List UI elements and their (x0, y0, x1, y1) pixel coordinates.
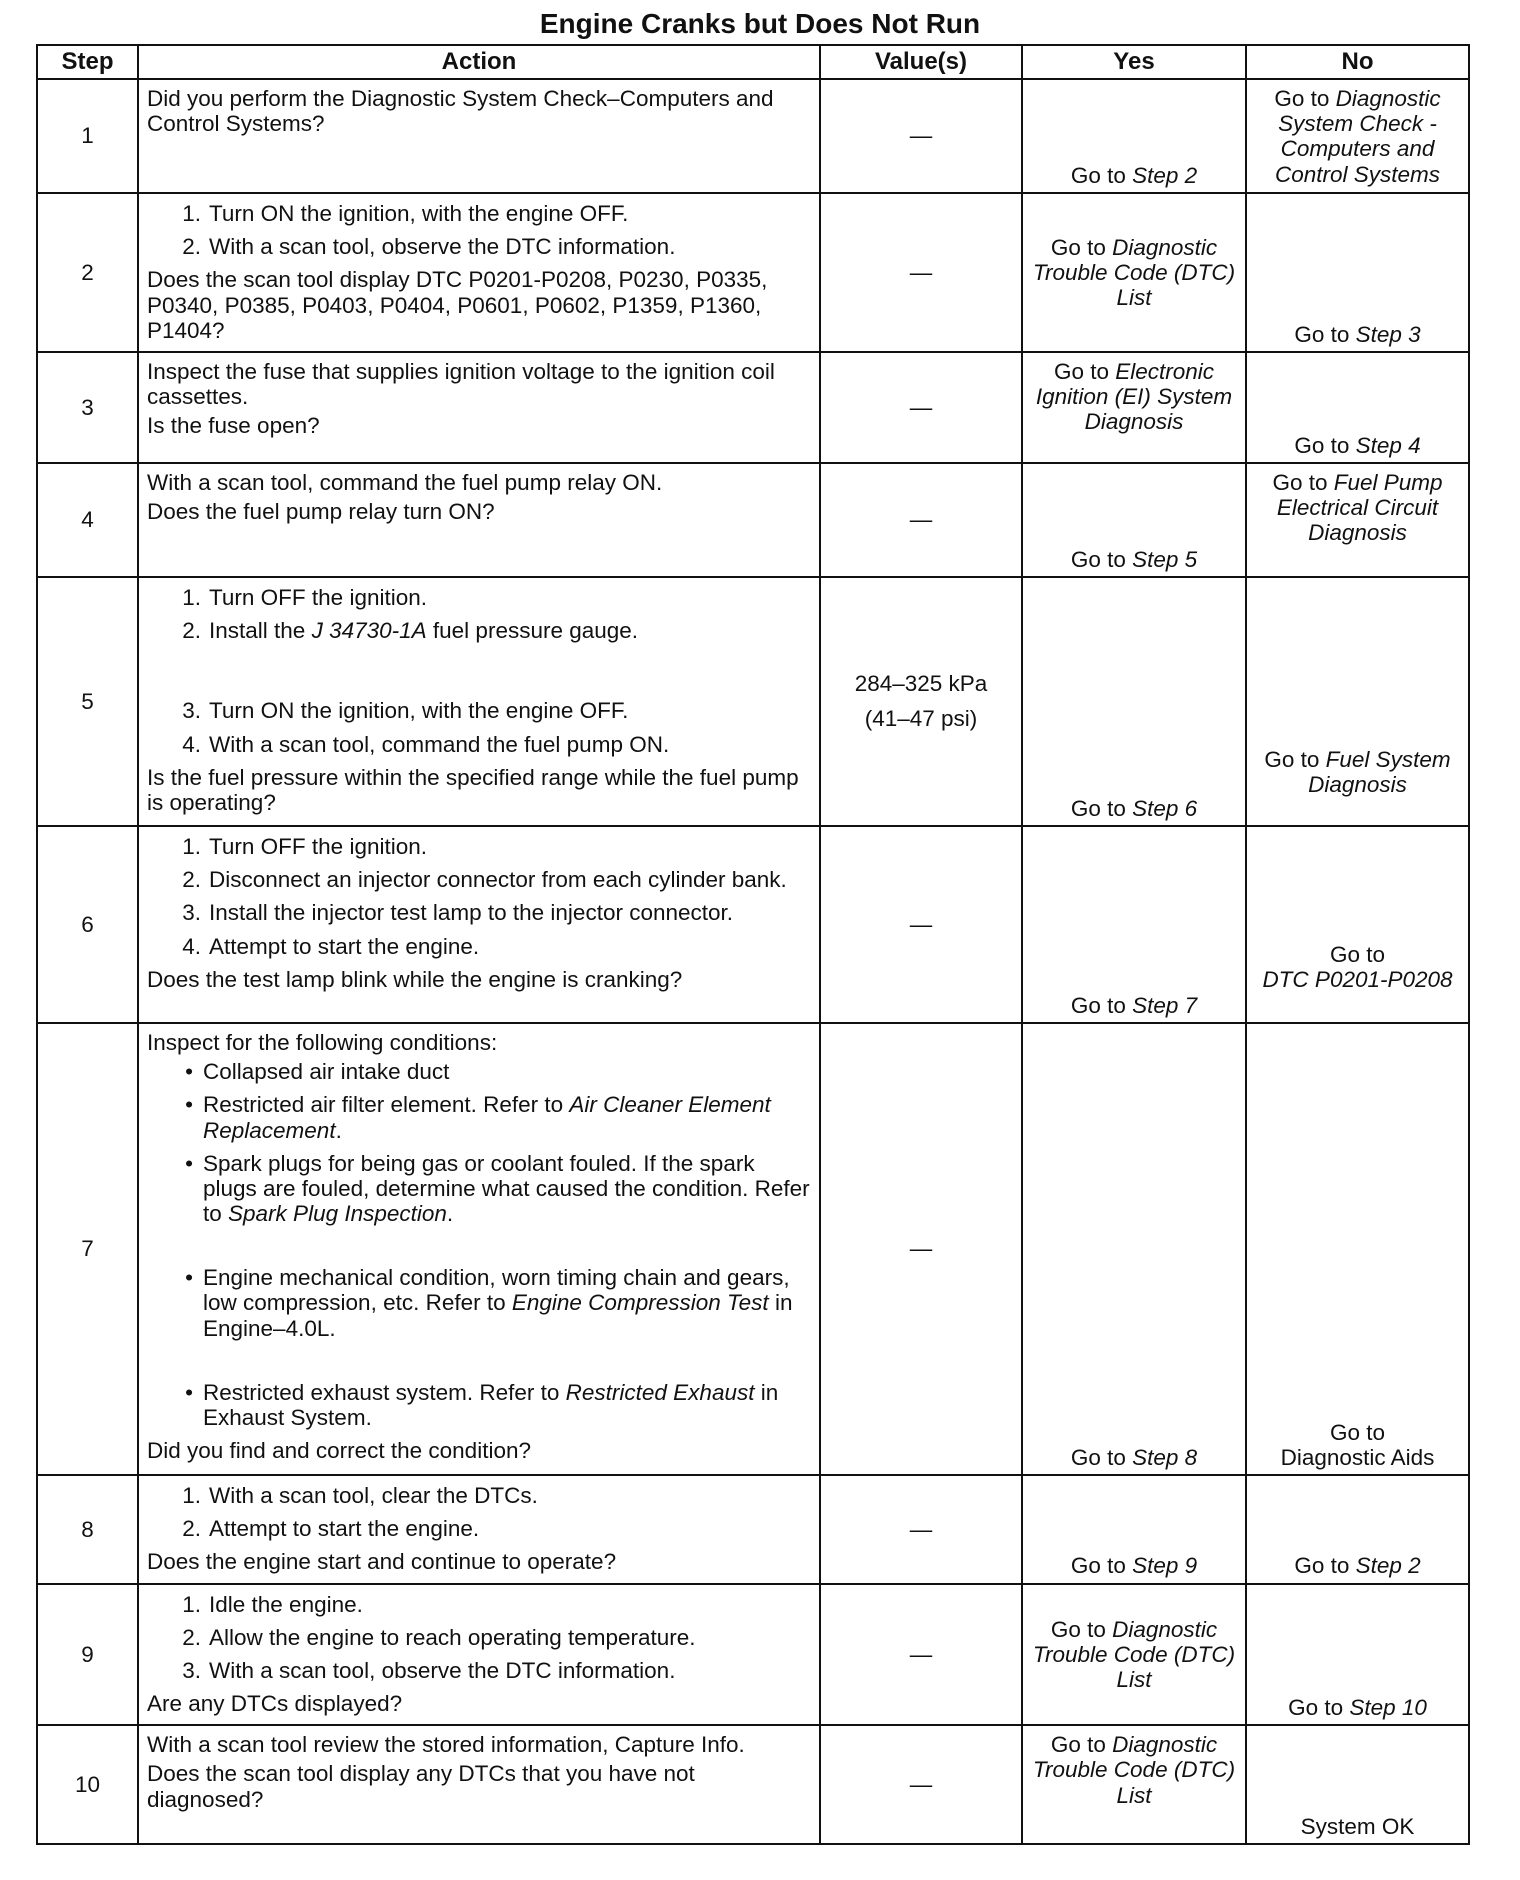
header-action: Action (138, 45, 820, 79)
value-kpa: 284–325 kPa (854, 671, 988, 697)
action-step-item: 3. Install the injector test lamp to the injector connector. (147, 900, 811, 925)
bullet-reference[interactable]: Restricted Exhaust (565, 1379, 755, 1405)
action-text: With a scan tool review the stored information, Capture Info. (147, 1732, 745, 1758)
bullet-text: . (335, 1117, 342, 1143)
page-title: Engine Cranks but Does Not Run (539, 8, 981, 39)
action-text: Inspect for the following conditions: (147, 1029, 498, 1055)
bullet-text: Spark plugs for being gas or coolant fouled. If the spark plugs are fouled, determine what caused the condition. Refer to (203, 1150, 810, 1227)
no-link[interactable]: Fuel System Diagnosis (1308, 746, 1451, 797)
yes-prefix: Go to (1050, 1732, 1113, 1758)
table-row (37, 826, 1469, 1023)
value-cell: — (820, 1023, 1022, 1475)
action-step-text: fuel pressure gauge. (426, 618, 639, 644)
no-cell (1246, 1584, 1469, 1726)
value-cell: — (820, 79, 1022, 193)
action-step-item: 1. Idle the engine. (147, 1592, 811, 1617)
yes-prefix: Go to (1050, 234, 1113, 260)
yes-link[interactable]: Step 8 (1132, 1444, 1198, 1470)
yes-link[interactable]: Step 9 (1132, 1553, 1198, 1579)
action-step-text: Turn ON the ignition, with the engine OFF. (209, 201, 629, 226)
table-row (37, 463, 1469, 577)
yes-prefix: Go to (1070, 992, 1133, 1018)
table-row (37, 1584, 1469, 1726)
action-step-text: Allow the engine to reach operating temperature. (209, 1624, 696, 1650)
no-prefix: Go to (1294, 432, 1356, 458)
bullet-text: in Exhaust System. (203, 1379, 779, 1430)
action-step-text: With a scan tool, command the fuel pump ON. (209, 731, 670, 757)
action-question: Did you find and correct the condition? (147, 1438, 531, 1464)
action-question: Does the engine start and continue to operate? (147, 1549, 617, 1575)
table-row (37, 193, 1469, 352)
action-step-text: Turn OFF the ignition. (209, 833, 428, 859)
action-step-item: 2. Disconnect an injector connector from each cylinder bank. (147, 867, 811, 892)
yes-prefix: Go to (1070, 795, 1133, 821)
value-psi: (41–47 psi) (864, 706, 978, 732)
action-question: Are any DTCs displayed? (147, 1691, 403, 1717)
bullet-text: Engine mechanical condition, worn timing chain and gears, low compression, etc. Refer to (203, 1265, 790, 1316)
action-step-item: 1. With a scan tool, clear the DTCs. (147, 1483, 811, 1508)
yes-link[interactable]: Step 7 (1132, 992, 1198, 1018)
no-link[interactable]: Diagnostic System Check - Computers and Control Systems (1274, 86, 1441, 187)
action-step-text: Turn ON the ignition, with the engine OFF. (209, 698, 629, 724)
action-question: Does the test lamp blink while the engine is cranking? (147, 966, 683, 992)
action-cell (138, 826, 820, 1023)
action-cell (138, 193, 820, 352)
no-prefix: Go to (1294, 321, 1356, 347)
action-cell (138, 1584, 820, 1726)
action-question: Does the scan tool display any DTCs that you have not diagnosed? (147, 1761, 695, 1812)
step-number: 5 (37, 577, 138, 826)
no-link[interactable]: Step 4 (1355, 432, 1421, 458)
action-step-item: 3. With a scan tool, observe the DTC information. (147, 1658, 811, 1683)
header-yes: Yes (1022, 45, 1246, 79)
yes-cell (1022, 1725, 1246, 1844)
no-prefix: Go to (1264, 746, 1326, 772)
no-cell (1246, 352, 1469, 463)
yes-cell (1022, 826, 1246, 1023)
yes-prefix: Go to (1050, 1616, 1113, 1642)
action-question: Is the fuse open? (147, 413, 320, 439)
table-row (37, 1725, 1469, 1844)
yes-prefix: Go to (1070, 162, 1133, 188)
yes-cell (1022, 352, 1246, 463)
action-step-text: Attempt to start the engine. (209, 933, 480, 959)
diagnostic-table (36, 44, 1470, 1845)
yes-cell (1022, 79, 1246, 193)
value-cell: — (820, 1584, 1022, 1726)
table-row (37, 577, 1469, 826)
no-link[interactable]: Step 3 (1355, 321, 1421, 347)
tool-reference[interactable]: J 34730-1A (311, 618, 427, 644)
bullet-item: • Restricted exhaust system. Refer to Restricted Exhaust in Exhaust System. (185, 1379, 779, 1430)
action-cell (138, 1023, 820, 1475)
no-link[interactable]: Step 10 (1349, 1695, 1427, 1721)
bullet-reference[interactable]: Engine Compression Test (511, 1290, 769, 1316)
no-cell (1246, 1475, 1469, 1584)
no-prefix: Go to (1329, 941, 1386, 967)
bullet-item: • Spark plugs for being gas or coolant fouled. If the spark plugs are fouled, determine what caused the condition. Refer to Spark Plug Inspection. (185, 1150, 810, 1227)
bullet-text: Collapsed air intake duct (203, 1059, 450, 1085)
action-step-item: 2. Allow the engine to reach operating temperature. (147, 1625, 811, 1650)
action-step-text: Install the injector test lamp to the injector connector. (209, 900, 734, 926)
step-number: 2 (37, 193, 138, 352)
action-step-item: 4. Attempt to start the engine. (147, 934, 811, 959)
action-step-item: 4. With a scan tool, command the fuel pump ON. (147, 732, 811, 757)
yes-link[interactable]: Diagnostic Trouble Code (DTC) List (1032, 1616, 1236, 1692)
yes-cell (1022, 193, 1246, 352)
action-text: Inspect the fuse that supplies ignition voltage to the ignition coil cassettes. (147, 358, 775, 410)
bullet-item: • Engine mechanical condition, worn timing chain and gears, low compression, etc. Refer to Engine Compression Test in Engine–4.0L. (185, 1265, 793, 1341)
action-cell (138, 577, 820, 826)
bullet-item: • Restricted air filter element. Refer to Air Cleaner Element Replacement. (185, 1092, 771, 1143)
yes-cell (1022, 577, 1246, 826)
yes-link[interactable]: Step 2 (1132, 162, 1198, 188)
yes-link[interactable]: Diagnostic Trouble Code (DTC) List (1032, 1732, 1236, 1808)
action-step-text: Turn OFF the ignition. (209, 584, 428, 610)
table-row (37, 1475, 1469, 1584)
step-number: 1 (37, 79, 138, 193)
header-values: Value(s) (820, 45, 1022, 79)
no-link[interactable]: Step 2 (1355, 1553, 1421, 1579)
no-cell (1246, 463, 1469, 577)
step-number: 9 (37, 1584, 138, 1726)
step-number: 4 (37, 463, 138, 577)
yes-cell (1022, 463, 1246, 577)
action-step-text: Install the (209, 618, 312, 644)
header-row (37, 45, 1469, 79)
action-step-text: With a scan tool, observe the DTC information. (209, 234, 676, 260)
no-link[interactable]: Fuel Pump Electrical Circuit Diagnosis (1276, 469, 1443, 546)
action-step-text: Attempt to start the engine. (209, 1516, 480, 1542)
step-number: 10 (37, 1725, 138, 1844)
bullet-text: . (446, 1201, 454, 1227)
bullet-text: Restricted air filter element. Refer to (203, 1092, 570, 1118)
bullet-text: in Engine–4.0L. (203, 1290, 793, 1341)
yes-prefix: Go to (1070, 1444, 1133, 1470)
bullet-reference[interactable]: Spark Plug Inspection (228, 1201, 447, 1227)
action-cell (138, 463, 820, 577)
no-cell (1246, 193, 1469, 352)
no-prefix: Go to (1294, 1553, 1356, 1579)
value-cell: — (820, 193, 1022, 352)
step-number: 7 (37, 1023, 138, 1475)
step-number: 3 (37, 352, 138, 463)
action-cell (138, 79, 820, 193)
table-row (37, 79, 1469, 193)
bullet-reference[interactable]: Air Cleaner Element Replacement (203, 1092, 771, 1143)
header-step: Step (37, 45, 138, 79)
no-link[interactable]: DTC P0201-P0208 (1262, 966, 1453, 992)
action-question: Does the fuel pump relay turn ON? (147, 499, 495, 525)
no-cell (1246, 79, 1469, 193)
bullet-item: • Collapsed air intake duct (147, 1059, 811, 1084)
action-step-item: 1. Turn OFF the ignition. (147, 834, 811, 859)
no-prefix: Go to (1288, 1695, 1350, 1721)
action-step-text: Disconnect an injector connector from each cylinder bank. (209, 867, 787, 893)
action-cell (138, 1725, 820, 1844)
step-number: 8 (37, 1475, 138, 1584)
action-step-item: 3. Turn ON the ignition, with the engine OFF. (147, 698, 811, 723)
action-cell (138, 1475, 820, 1584)
no-prefix: Go to (1274, 86, 1336, 111)
step-number: 6 (37, 826, 138, 1023)
no-text[interactable]: Go to Diagnostic Aids (1280, 1419, 1435, 1470)
action-step-item: 2. Attempt to start the engine. (147, 1516, 811, 1541)
header-no: No (1246, 45, 1469, 79)
action-step-item: 2. Install the J 34730-1A fuel pressure gauge. (182, 618, 639, 644)
no-cell (1246, 1725, 1469, 1844)
action-question: Did you perform the Diagnostic System Check–Computers and Control Systems? (147, 86, 774, 137)
action-question: Is the fuel pressure within the specified range while the fuel pump is operating? (147, 764, 799, 815)
table-row (37, 1023, 1469, 1475)
action-step-item: 1. Turn ON the ignition, with the engine OFF. (147, 201, 811, 226)
yes-prefix: Go to (1070, 546, 1133, 572)
no-cell (1246, 577, 1469, 826)
action-step-text: With a scan tool, clear the DTCs. (209, 1482, 538, 1508)
no-cell (1246, 1023, 1469, 1475)
action-cell (138, 352, 820, 463)
yes-link[interactable]: Diagnostic Trouble Code (DTC) List (1032, 234, 1236, 311)
yes-cell (1022, 1475, 1246, 1584)
table-row (37, 352, 1469, 463)
yes-link[interactable]: Step 6 (1132, 795, 1198, 821)
yes-link[interactable]: Electronic Ignition (EI) System Diagnosis (1035, 358, 1233, 435)
action-text: With a scan tool, command the fuel pump relay ON. (147, 469, 663, 495)
no-prefix: Go to (1272, 469, 1334, 495)
action-step-text: Idle the engine. (209, 1591, 363, 1617)
value-cell: — (820, 1475, 1022, 1584)
action-step-text: With a scan tool, observe the DTC information. (209, 1657, 676, 1683)
bullet-text: Restricted exhaust system. Refer to (203, 1379, 566, 1405)
value-cell (820, 577, 1022, 826)
yes-cell (1022, 1584, 1246, 1726)
yes-prefix: Go to (1070, 1553, 1133, 1579)
action-question: Does the scan tool display DTC P0201-P0208, P0230, P0335, P0340, P0385, P0403, P0404, P0601, P0602, P1359, P1360, P1404? (147, 267, 768, 343)
action-step-item: 2. With a scan tool, observe the DTC information. (147, 234, 811, 259)
no-text: System OK (1300, 1814, 1415, 1840)
yes-cell (1022, 1023, 1246, 1475)
yes-prefix: Go to (1053, 358, 1116, 384)
yes-link[interactable]: Step 5 (1132, 546, 1198, 572)
no-cell (1246, 826, 1469, 1023)
value-cell: — (820, 1725, 1022, 1844)
value-cell: — (820, 826, 1022, 1023)
value-cell: — (820, 352, 1022, 463)
action-step-item: 1. Turn OFF the ignition. (147, 585, 811, 610)
value-cell: — (820, 463, 1022, 577)
